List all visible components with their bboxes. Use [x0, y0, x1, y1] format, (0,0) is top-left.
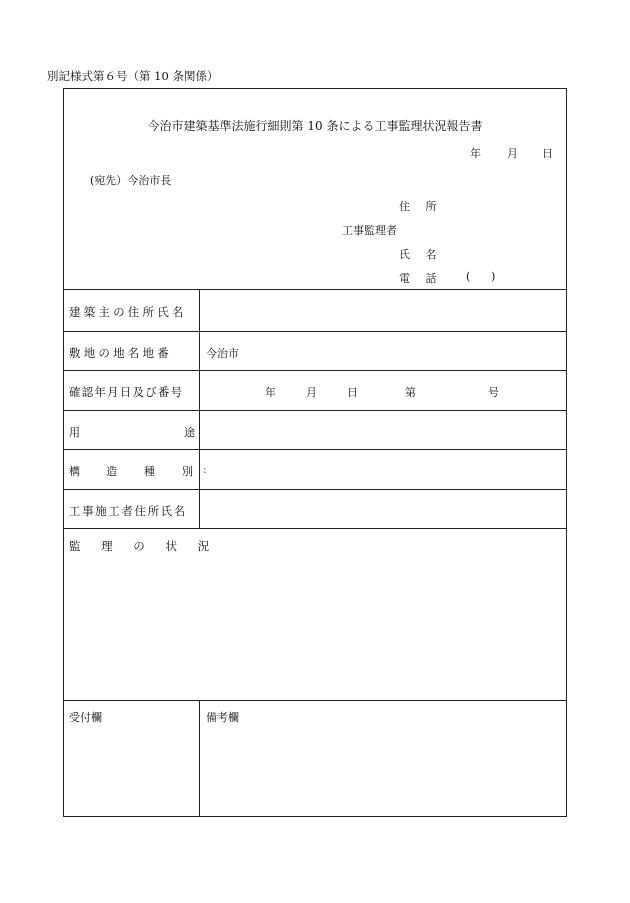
confirm-year-label: 年 [265, 386, 276, 399]
phone-paren-close: ) [491, 270, 496, 283]
reception-divider [199, 700, 200, 817]
row-divider [63, 370, 567, 371]
structure-value: : [203, 463, 207, 476]
date-month-label: 月 [507, 147, 518, 160]
supervisor-label: 工事監理者 [342, 224, 397, 237]
date-day-label: 日 [542, 147, 553, 160]
confirm-number-suffix: 号 [488, 386, 499, 399]
date-year-label: 年 [470, 147, 481, 160]
supervision-status-label: 監 理 の 状 況 [69, 539, 218, 553]
label-column-divider [199, 289, 200, 528]
phone-paren-open: ( [466, 270, 471, 283]
structure-label-char: 構 [69, 465, 80, 478]
reception-label: 受付欄 [69, 711, 102, 724]
row-divider [63, 289, 567, 290]
structure-label-char: 別 [182, 465, 193, 478]
owner-label: 建築主の住所氏名 [69, 305, 187, 319]
site-label: 敷地の地名地番 [69, 346, 172, 360]
structure-label-char: 種 [144, 465, 155, 478]
form-number: 別記様式第６号（第 10 条関係） [47, 69, 219, 83]
row-divider [63, 700, 567, 701]
confirm-month-label: 月 [306, 386, 317, 399]
use-label-left: 用 [69, 426, 80, 439]
supervisor-name-label: 氏 名 [399, 248, 443, 261]
supervisor-phone-label: 電 話 [399, 272, 443, 285]
remarks-label: 備考欄 [206, 711, 239, 724]
row-divider [63, 528, 567, 529]
use-label-right: 途 [184, 426, 195, 439]
form-frame [63, 88, 567, 817]
form-title: 今治市建築基準法施行細則第 10 条による工事監理状況報告書 [147, 119, 483, 133]
row-divider [63, 489, 567, 490]
site-value: 今治市 [206, 347, 239, 360]
confirm-label: 確認年月日及び番号 [69, 385, 184, 399]
row-divider [63, 410, 567, 411]
confirm-number-prefix: 第 [405, 386, 416, 399]
contractor-label: 工事施工者住所氏名 [69, 504, 187, 518]
addressee: (宛先）今治市長 [90, 174, 172, 187]
row-divider [63, 449, 567, 450]
confirm-day-label: 日 [347, 386, 358, 399]
structure-label-char: 造 [106, 465, 117, 478]
row-divider [63, 331, 567, 332]
supervisor-address-label: 住 所 [399, 200, 443, 213]
